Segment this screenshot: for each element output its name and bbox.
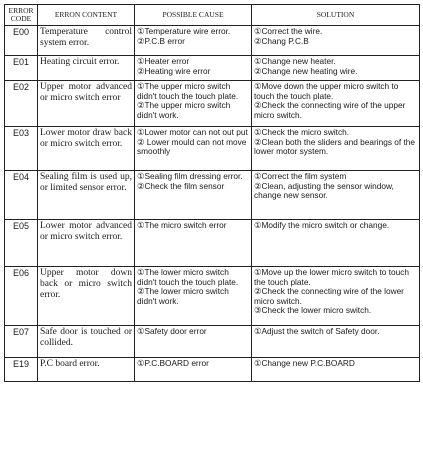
solution: ③Check the lower micro switch. (254, 305, 372, 316)
possible-cause-cell (135, 127, 252, 171)
header-solution: SOLUTION (252, 5, 420, 26)
possible-cause: ①The micro switch error (137, 220, 227, 230)
possible-cause: ①Sealing film dressing error. (137, 171, 243, 181)
solution: ①Move up the lower micro switch to touch the touch plate. (254, 267, 409, 287)
solution-cell (252, 267, 420, 326)
header-error-code: ERROR CODE (5, 5, 38, 26)
solution-cell (252, 56, 420, 81)
possible-cause-cell (135, 56, 252, 81)
solution-cell (252, 326, 420, 358)
possible-cause-cell (135, 171, 252, 220)
error-code: E02 (5, 81, 38, 127)
solution-cell (252, 220, 420, 267)
solution-cell (252, 26, 420, 56)
possible-cause: ② Lower mould can not move smoothly (137, 136, 247, 157)
solution-cell (252, 127, 420, 171)
possible-cause-cell (135, 220, 252, 267)
possible-cause-cell (135, 326, 252, 358)
possible-cause-cell (135, 267, 252, 326)
error-code: E19 (5, 358, 38, 382)
error-content: Temperature control system error. (38, 26, 135, 56)
table-row (5, 326, 420, 358)
table-row (5, 26, 420, 56)
solution: ②Check the connecting wire of the upper micro switch. (254, 100, 406, 120)
error-content: Heating circuit error. (38, 56, 135, 81)
error-content: Upper motor down back or micro switch error. (38, 267, 135, 326)
possible-cause: ②The lower micro switch didn't work. (137, 286, 229, 306)
error-code: E01 (5, 56, 38, 81)
solution: ②Change new heating wire. (254, 65, 358, 76)
table-row (5, 81, 420, 127)
solution: ①Correct the film system (254, 171, 347, 181)
table-row (5, 358, 420, 382)
table-row (5, 171, 420, 220)
error-content: P.C board error. (38, 358, 135, 382)
possible-cause: ②Heating wire error (137, 65, 211, 76)
solution-cell (252, 81, 420, 127)
solution-cell (252, 171, 420, 220)
possible-cause: ②Check the film sensor (137, 180, 225, 191)
solution: ②Clean, adjusting the sensor window, change new sensor. (254, 180, 394, 201)
error-content: Upper motor advanced or micro switch error (38, 81, 135, 127)
possible-cause: ①Lower motor can not out put (137, 127, 248, 137)
possible-cause: ①Safety door error (137, 326, 207, 336)
error-code: E04 (5, 171, 38, 220)
possible-cause: ②The upper micro switch didn't work. (137, 100, 231, 120)
table-row (5, 56, 420, 81)
solution: ①Move down the upper micro switch to touch the touch plate. (254, 81, 399, 101)
table-row (5, 127, 420, 171)
error-code: E07 (5, 326, 38, 358)
possible-cause: ①P.C.BOARD error (137, 358, 209, 368)
possible-cause-cell (135, 81, 252, 127)
possible-cause: ①The upper micro switch didn't touch the touch plate. (137, 81, 239, 101)
error-code: E05 (5, 220, 38, 267)
header-row (5, 5, 420, 26)
header-error-content: ERRON CONTENT (38, 5, 135, 26)
solution-cell (252, 358, 420, 382)
possible-cause-cell (135, 26, 252, 56)
solution: ②Clean both the sliders and bearings of the lower motor system. (254, 136, 416, 157)
solution: ①Correct the wire. (254, 26, 323, 36)
error-code: E00 (5, 26, 38, 56)
possible-cause: ①Heater error (137, 56, 190, 66)
error-code: E03 (5, 127, 38, 171)
error-content: Lower motor advanced or micro switch error. (38, 220, 135, 267)
error-content: Sealing film is used up, or limited sensor error. (38, 171, 135, 220)
solution: ①Adjust the switch of Safety door. (254, 326, 380, 336)
possible-cause: ①The lower micro switch didn't touch the touch plate. (137, 267, 239, 287)
solution: ②Chang P.C.B (254, 35, 309, 46)
solution: ①Check the micro switch. (254, 127, 350, 137)
possible-cause: ②P.C.B error (137, 35, 185, 46)
header-possible-cause: POSSIBLE CAUSE (135, 5, 252, 26)
table-row (5, 267, 420, 326)
solution: ②Check the connecting wire of the lower micro switch. (254, 286, 404, 306)
error-code: E06 (5, 267, 38, 326)
possible-cause: ①Temperature wire error. (137, 26, 231, 36)
solution: ①Change new P.C.BOARD (254, 358, 355, 368)
solution: ①Modify the micro switch or change. (254, 220, 390, 230)
error-code-table (4, 4, 420, 382)
possible-cause-cell (135, 358, 252, 382)
table-row (5, 220, 420, 267)
error-content: Lower motor draw back or micro switch error. (38, 127, 135, 171)
error-content: Safe door is touched or collided. (38, 326, 135, 358)
solution: ①Change new heater. (254, 56, 336, 66)
